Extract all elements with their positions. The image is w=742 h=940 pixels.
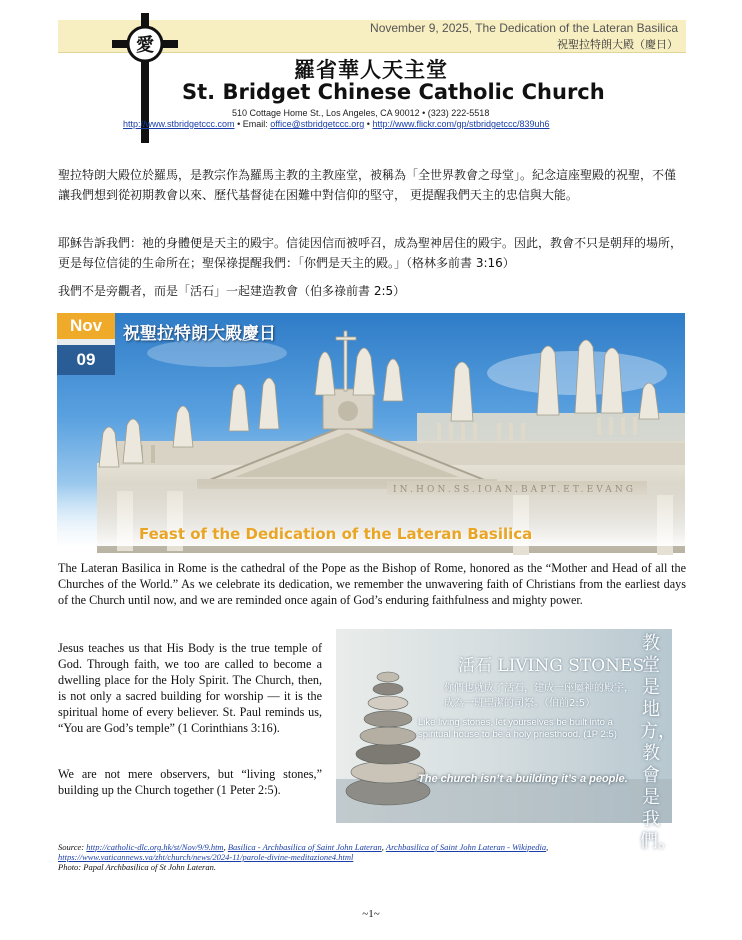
- banner-title-zh: 祝聖拉特朗大殿慶日: [123, 324, 276, 344]
- source-label: Source:: [58, 842, 85, 852]
- website-link[interactable]: http://www.stbridgetccc.com: [123, 119, 235, 129]
- en-paragraph-intro: The Lateran Basilica in Rome is the cathedral of the Pope as the Bishop of Rome, honored as the “Mother and Head of all the Churches of the World.” As we celebrate its dedication, we remember the unwavering faith of Christians from the earliest days of the Church until now, and we are reminded once again of God’s enduring faithfulness and mighty power.: [58, 561, 686, 607]
- email-label: • Email:: [237, 119, 268, 129]
- banner-caption: Feast of the Dedication of the Lateran Basilica: [139, 525, 533, 543]
- source-link-wikipedia[interactable]: Archbasilica of Saint John Lateran - Wikipedia: [385, 842, 547, 852]
- living-stones-slogan: The church isn’t a building it’s a people.: [418, 773, 628, 785]
- basilica-facade-illustration: [57, 313, 685, 546]
- logo-glyph: 愛: [136, 35, 154, 56]
- source-link-vaticannews[interactable]: https://www.vaticannews.va/zht/church/news/2024-11/parole-divine-meditazione4.html: [58, 852, 354, 862]
- contact-line: [123, 119, 550, 129]
- living-stones-vertical-text: 教堂是地方，教會是我們。: [640, 633, 676, 852]
- en-paragraph-temple: Jesus teaches us that His Body is the true temple of God. Through faith, we too are called to become a dwelling place for the Holy Spirit. The Church, then, is not only a sacred building for worship — it is the spiritual home of every believer. St. Paul reminds us, “You are God’s temple” (1 Corinthians 3:16).: [58, 641, 322, 735]
- church-name-en: St. Bridget Chinese Catholic Church: [182, 80, 605, 104]
- flickr-link[interactable]: http://www.flickr.com/gp/stbridgetccc/839uh6: [372, 119, 550, 129]
- living-stones-en: Like living stones, let yourselves be built into a spiritual house to be a holy priesthood. (1P 2:5): [418, 717, 617, 740]
- source-link-dlc[interactable]: http://catholic-dlc.org.hk/st/Nov/9/9.htm: [86, 842, 224, 852]
- date-badge: [57, 313, 115, 375]
- email-link[interactable]: office@stbridgetccc.org: [270, 119, 365, 129]
- source-link-basilica[interactable]: Basilica - Archbasilica of Saint John Lateran: [227, 842, 382, 852]
- bullet-separator: •: [366, 119, 370, 129]
- living-stones-title: 活石 LIVING STONES: [458, 656, 645, 676]
- date-badge-month: Nov: [57, 313, 115, 339]
- photo-credit: Photo: Papal Archbasilica of St John Lateran.: [58, 862, 216, 872]
- church-address: 510 Cottage Home St., Los Angeles, CA 90012 • (323) 222-5518: [232, 108, 490, 118]
- date-badge-day: 09: [57, 345, 115, 375]
- en-paragraph-stones: We are not mere observers, but “living stones,” building up the Church together (1 Peter 2:5).: [58, 767, 322, 797]
- living-stones-zh: 你們也就成了活石，建成一座屬神的殿宇，成為一班聖潔的司祭。（伯前2:5）: [444, 683, 634, 709]
- zh-paragraph-3: 我們不是旁觀者，而是「活石」一起建造教會（伯多祿前書 2:5）: [58, 284, 406, 298]
- basilica-banner-image: [57, 313, 685, 546]
- date-line: November 9, 2025, The Dedication of the Lateran Basilica: [370, 21, 678, 35]
- source-notes: Source: http://catholic-dlc.org.hk/st/Nov/9/9.htm, Basilica - Archbasilica of Saint John Lateran, Archbasilica of Saint John Lateran - Wikipedia, https://www.vaticannews.va/zht/church/news/2024-11/parole-divine-meditazione4.html Photo: Papal Archbasilica of St John Lateran.: [58, 842, 549, 872]
- page-number: ~1~: [362, 908, 380, 920]
- date-line-zh: 祝聖拉特朗大殿（慶日）: [557, 38, 678, 51]
- zh-paragraph-1: 聖拉特朗大殿位於羅馬，是教宗作為羅馬主教的主教座堂，被稱為「全世界教會之母堂」。紀念這座聖殿的祝聖，不僅讓我們想到從初期教會以來、歷代基督徒在困難中對信仰的堅守， 更提醒我們天主的忠信與大能。: [58, 168, 677, 202]
- zh-paragraph-2: 耶穌告訴我們：祂的身體便是天主的殿宇。信徒因信而被呼召，成為聖神居住的殿宇。因此，教會不只是朝拜的場所，更是每位信徒的生命所在；聖保祿提醒我們：「你們是天主的殿。」（格林多前書 3:16）: [58, 236, 683, 270]
- church-name-zh: 羅省華人天主堂: [294, 58, 448, 82]
